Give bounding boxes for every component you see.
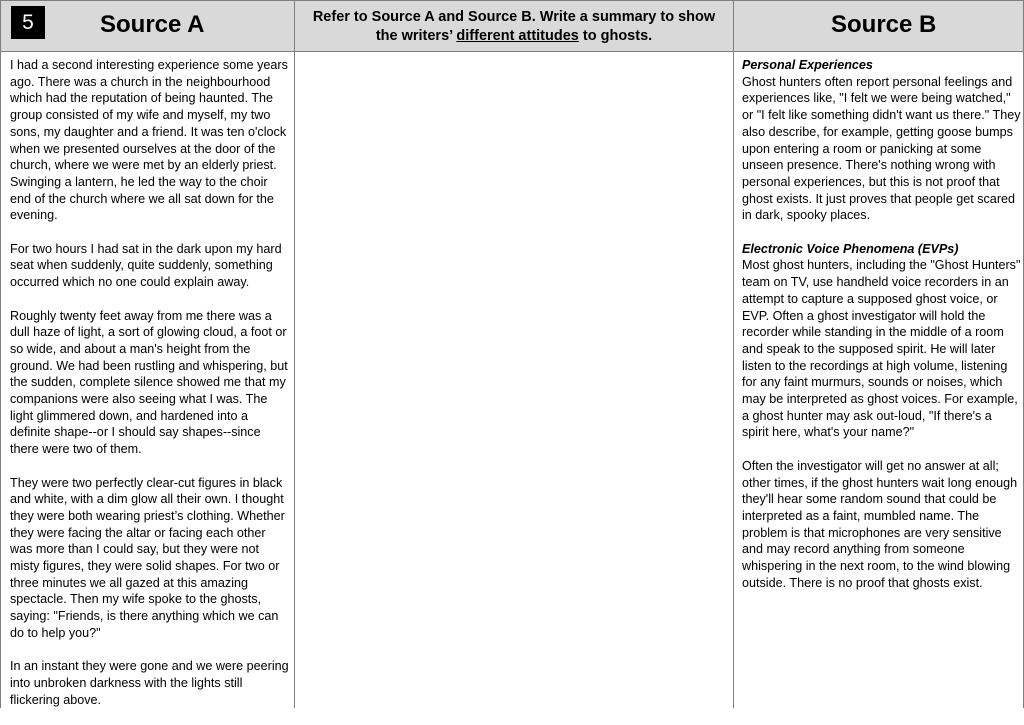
source-a-text [10, 57, 290, 725]
task-prompt-header [294, 0, 734, 52]
section-body: Often the investigator will get no answer at all; other times, if the ghost hunters wait long enough they'll hear some random sound that could be interpreted as a faint, mumbled name. The problem is that microphones are very sensitive and may record anything from someone whispering in the next room, to the wind blowing outside. There is no proof that ghosts exist. [742, 458, 1018, 590]
source-a-paragraph: I had a second interesting experience some years ago. There was a church in the neighbourhood which had the reputation of being haunted. The group consisted of my wife and myself, my two sons, my daughter and a friend. It was ten o'clock when we presented ourselves at the door of the church, where we were met by an elderly priest. Swinging a lantern, he led the way to the choir end of the church where we all sat down for the evening. [10, 58, 288, 223]
prompt-text-end: to ghosts. [578, 28, 653, 44]
section-heading-evps: Electronic Voice Phenomena (EVPs) [742, 241, 959, 256]
summary-answer-area[interactable] [294, 51, 734, 708]
source-b-header [733, 0, 1024, 52]
source-a-paragraph: They were two perfectly clear-cut figures in black and white, with a dim glow all their own. I thought they were both wearing priest’s clothing. Whether they were facing the altar or facing each other was more than I could say, but they were not misty figures, they were solid shapes. For two or three minutes we all gazed at this amazing spectacle. Then my wife spoke to the ghosts, saying: "Friends, is there anything which we can do to help you?" [10, 475, 285, 640]
source-b-section [742, 57, 1021, 224]
slide-number-badge: 5 [11, 6, 45, 39]
source-b-section [742, 241, 1021, 441]
section-body: Most ghost hunters, including the "Ghost Hunters" team on TV, use handheld voice recorders in an attempt to capture a supposed ghost voice, or EVP. Often a ghost investigator will hold the recorder while standing in the middle of a room and speak to the supposed spirit. He will later listen to the recordings at high volume, listening for any faint murmurs, sounds or noises, which may be interpreted as ghost voices. For example, a ghost hunter may ask out-loud, "If there's a spirit here, what's your name?" [742, 258, 1021, 440]
source-a-paragraph: For two hours I had sat in the dark upon my hard seat when suddenly, quite suddenly, something occurred which no one could explain away. [10, 241, 282, 290]
source-b-title: Source B [831, 11, 937, 38]
source-b-section [742, 458, 1021, 592]
source-a-title: Source A [100, 11, 205, 38]
source-a-header [0, 0, 295, 52]
task-prompt [303, 8, 725, 46]
source-b-text [742, 57, 1021, 608]
prompt-text-start: Refer to Source A and Source B. Write a summary to show the writers’ [312, 9, 716, 44]
source-b-column [733, 51, 1024, 708]
source-a-paragraph: Roughly twenty feet away from me there was a dull haze of light, a sort of glowing cloud, a foot or so wide, and about a man's height from the ground. We had been rustling and whispering, but the sudden, complete silence showed me that my companions were also seeing what I was. The light glimmered down, and hardened into a definite shape--or I should say shapes--since there were two of them. [10, 308, 288, 457]
source-a-paragraph: In an instant they were gone and we were peering into unbroken darkness with the lights still flickering above. [10, 659, 289, 707]
section-body: Ghost hunters often report personal feelings and experiences like, "I felt we were being watched," or "I felt like something didn't want us there." They also describe, for example, getting goose bumps upon entering a room or panicking at some unseen presence. There's nothing wrong with personal experiences, but this is not proof that ghost exists. It just proves that people get scared in dark, spooky places. [742, 74, 1021, 223]
section-heading-personal-experiences: Personal Experiences [742, 58, 873, 72]
source-a-column [0, 51, 295, 708]
prompt-underlined-text: different attitudes [456, 28, 579, 44]
